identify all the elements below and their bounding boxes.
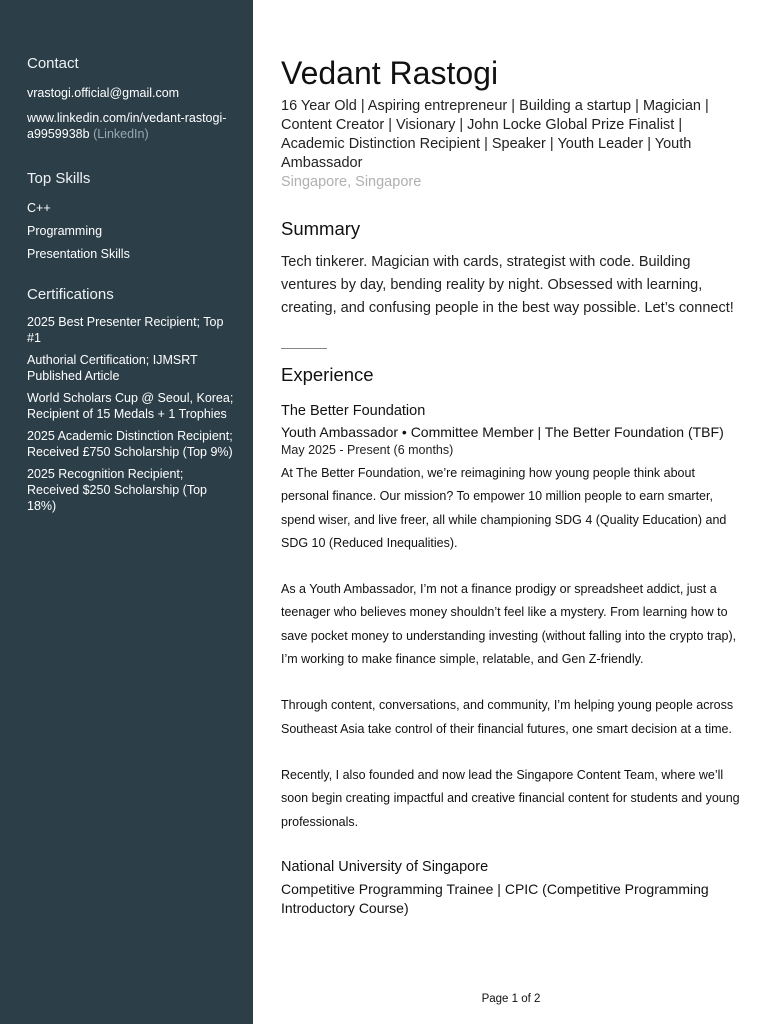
job-dates: May 2025 - Present (6 months)	[281, 443, 454, 457]
job-role: Youth Ambassador • Committee Member | The Better Foundation (TBF)	[281, 424, 724, 440]
certifications-section	[27, 285, 237, 514]
skill-item: C++	[27, 201, 51, 215]
certification-item: 2025 Academic Distinction Recipient; Received £750 Scholarship (Top 9%)	[27, 429, 233, 459]
certification-item: World Scholars Cup @ Seoul, Korea; Recipient of 15 Medals + 1 Trophies	[27, 391, 234, 421]
linkedin-url[interactable]: www.linkedin.com/in/vedant-rastogi-a9959938b	[27, 111, 227, 141]
job-role: Competitive Programming Trainee | CPIC (Competitive Programming Introductory Course)	[281, 880, 709, 916]
experience-item	[281, 402, 741, 834]
certification-item: 2025 Recognition Recipient; Received $250 Scholarship (Top 18%)	[27, 467, 207, 513]
section-divider	[281, 348, 327, 349]
certification-item: 2025 Best Presenter Recipient; Top #1	[27, 315, 224, 345]
contact-linkedin[interactable]	[27, 110, 237, 142]
main-content	[281, 0, 741, 918]
skill-item: Presentation Skills	[27, 247, 130, 261]
profile-name: Vedant Rastogi	[281, 55, 499, 91]
linkedin-label: (LinkedIn)	[93, 127, 149, 141]
certifications-heading: Certifications	[27, 286, 114, 303]
sidebar	[0, 0, 253, 1024]
summary-text: Tech tinkerer. Magician with cards, strategist with code. Building ventures by day, bending reality by night. Obsessed with learning, creating, and confusing people in the best way possible. Let’s connect!	[281, 254, 734, 316]
skills-section	[27, 169, 237, 262]
job-description: Recently, I also founded and now lead the Singapore Content Team, where we’ll soon begin creating impactful and creative financial content for students and young professionals.	[281, 767, 740, 829]
experience-heading: Experience	[281, 364, 374, 385]
contact-section	[27, 54, 237, 142]
profile-location: Singapore, Singapore	[281, 174, 422, 190]
skills-heading: Top Skills	[27, 170, 91, 187]
company-name: The Better Foundation	[281, 403, 426, 419]
company-name: National University of Singapore	[281, 858, 489, 875]
contact-email[interactable]: vrastogi.official@gmail.com	[27, 86, 180, 100]
page-number: Page 1 of 2	[481, 993, 541, 1005]
job-description: At The Better Foundation, we’re reimagining how young people think about personal finance. Our mission? To empower 10 million people to earn smarter, spend wiser, and live freer, all while championing SDG 4 (Quality Education) and SDG 10 (Reduced Inequalities).	[281, 466, 727, 550]
job-description: As a Youth Ambassador, I’m not a finance prodigy or spreadsheet addict, just a teenager who believes money shouldn’t feel like a mystery. From learning how to save pocket money to understanding investing (without falling into the crypto trap), I’m working to make finance simple, relatable, and Gen Z-friendly.	[281, 582, 737, 667]
certification-item: Authorial Certification; IJMSRT Published Article	[27, 353, 198, 383]
contact-heading: Contact	[27, 55, 79, 72]
summary-heading: Summary	[281, 218, 361, 239]
skill-item: Programming	[27, 224, 103, 238]
job-description: Through content, conversations, and community, I’m helping young people across Southeast Asia take control of their financial futures, one smart decision at a time.	[281, 698, 734, 736]
profile-headline: 16 Year Old | Aspiring entrepreneur | Building a startup | Magician | Content Creator | Visionary | John Locke Global Prize Finalist | Academic Distinction Recipient | Speaker | Youth Leader | Youth Ambassador	[281, 98, 709, 171]
experience-item	[281, 858, 741, 918]
